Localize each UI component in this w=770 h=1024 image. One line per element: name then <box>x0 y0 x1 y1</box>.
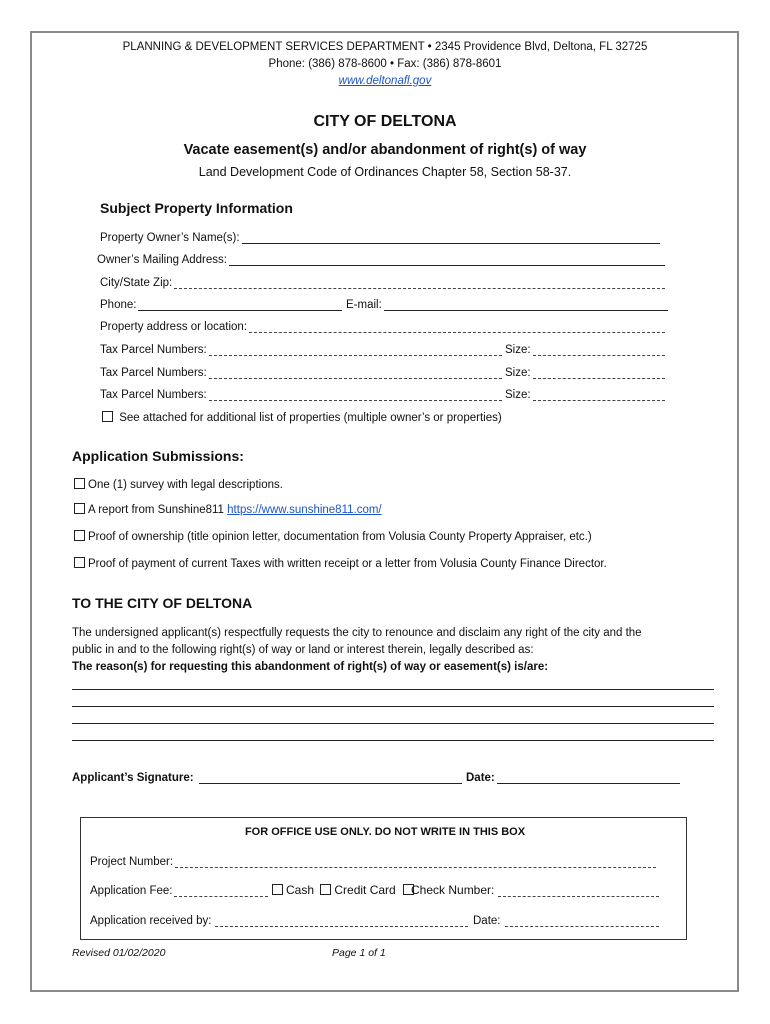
submission-item <box>74 530 592 544</box>
city-state-input[interactable] <box>174 277 665 289</box>
fee-field[interactable] <box>90 883 268 897</box>
mailing-address-input[interactable] <box>229 254 665 266</box>
parcel-field-1[interactable] <box>100 342 502 356</box>
received-by-input[interactable] <box>215 915 468 927</box>
sunshine-checkbox[interactable] <box>74 503 85 514</box>
reason-line-1[interactable] <box>72 689 714 690</box>
signature-label: Applicant’s Signature: <box>72 772 194 784</box>
reason-line-3[interactable] <box>72 723 714 724</box>
code-reference: Land Development Code of Ordinances Chapter 58, Section 58-37. <box>198 165 572 179</box>
attached-checkbox[interactable] <box>102 411 113 422</box>
to-city-heading: TO THE CITY OF DELTONA <box>72 595 253 611</box>
project-number-field[interactable] <box>90 854 656 868</box>
phone-fax: Phone: (386) 878-8600 • Fax: (386) 878-8601 <box>268 58 502 70</box>
payment-options <box>272 883 417 897</box>
reason-label: The reason(s) for requesting this abandonment of right(s) of way or easement(s) is/are: <box>72 661 549 673</box>
email-input[interactable] <box>384 299 668 311</box>
size-field-3[interactable] <box>505 387 665 401</box>
size-field-1[interactable] <box>505 342 665 356</box>
cash-label: Cash <box>286 883 315 897</box>
size-field-2[interactable] <box>505 365 665 379</box>
office-heading: FOR OFFICE USE ONLY. DO NOT WRITE IN THIS BOX <box>244 826 526 838</box>
parcel-field-3[interactable] <box>100 387 502 401</box>
website-container <box>0 74 770 88</box>
check-number-field[interactable] <box>411 883 659 897</box>
sunshine-label: A report from Sunshine811 <box>88 504 224 516</box>
submission-item <box>74 557 607 571</box>
parcel-input[interactable] <box>209 389 502 401</box>
phone-input[interactable] <box>138 299 342 311</box>
size-input[interactable] <box>533 367 665 379</box>
email-field[interactable] <box>346 297 668 311</box>
reason-line-4[interactable] <box>72 740 714 741</box>
subject-heading: Subject Property Information <box>100 200 293 216</box>
signature-input[interactable] <box>199 772 462 784</box>
parcel-label: Tax Parcel Numbers: <box>100 389 207 401</box>
attached-row <box>102 411 502 425</box>
property-address-field[interactable] <box>100 319 665 333</box>
submission-item <box>74 478 283 492</box>
signature-date-field[interactable] <box>466 770 680 784</box>
mailing-address-label: Owner’s Mailing Address: <box>97 254 227 266</box>
size-input[interactable] <box>533 344 665 356</box>
fee-label: Application Fee: <box>90 885 173 897</box>
city-title: CITY OF DELTONA <box>313 113 457 130</box>
size-label: Size: <box>505 367 531 379</box>
credit-card-checkbox[interactable] <box>320 884 331 895</box>
survey-label: One (1) survey with legal descriptions. <box>88 479 283 491</box>
parcel-field-2[interactable] <box>100 365 502 379</box>
ownership-label: Proof of ownership (title opinion letter, documentation from Volusia County Property Appraiser, etc.) <box>88 531 592 543</box>
owner-name-input[interactable] <box>242 232 660 244</box>
signature-date-label: Date: <box>466 772 495 784</box>
city-state-label: City/State Zip: <box>100 277 173 289</box>
page-number: Page 1 of 1 <box>332 947 386 959</box>
reason-line-2[interactable] <box>72 706 714 707</box>
fee-input[interactable] <box>174 885 268 897</box>
property-address-input[interactable] <box>249 321 665 333</box>
mailing-address-field[interactable] <box>97 252 665 266</box>
size-label: Size: <box>505 344 531 356</box>
attached-label: See attached for additional list of properties (multiple owner’s or properties) <box>119 412 502 424</box>
check-number-label: Check Number: <box>411 883 495 897</box>
parcel-label: Tax Parcel Numbers: <box>100 344 207 356</box>
ownership-checkbox[interactable] <box>74 530 85 541</box>
city-state-field[interactable] <box>100 275 665 289</box>
form-title: Vacate easement(s) and/or abandonment of right(s) of way <box>183 142 587 158</box>
department-address: PLANNING & DEVELOPMENT SERVICES DEPARTMENT • 2345 Providence Blvd, Deltona, FL 32725 <box>122 41 648 53</box>
signature-field[interactable] <box>72 770 462 784</box>
parcel-input[interactable] <box>209 367 502 379</box>
project-number-label: Project Number: <box>90 856 174 868</box>
project-number-input[interactable] <box>175 856 656 868</box>
request-paragraph-line-1: The undersigned applicant(s) respectfully requests the city to renounce and disclaim any right of the city and the <box>72 627 642 639</box>
received-date-field[interactable] <box>473 913 659 927</box>
taxes-checkbox[interactable] <box>74 557 85 568</box>
survey-checkbox[interactable] <box>74 478 85 489</box>
submission-item <box>74 503 382 517</box>
received-date-input[interactable] <box>505 915 660 927</box>
signature-date-input[interactable] <box>497 772 680 784</box>
cash-checkbox[interactable] <box>272 884 283 895</box>
revised-date: Revised 01/02/2020 <box>72 947 166 959</box>
size-input[interactable] <box>533 389 665 401</box>
size-label: Size: <box>505 389 531 401</box>
phone-label: Phone: <box>100 299 137 311</box>
received-by-field[interactable] <box>90 913 468 927</box>
credit-card-label: Credit Card <box>334 883 396 897</box>
received-by-label: Application received by: <box>90 915 212 927</box>
owner-name-label: Property Owner’s Name(s): <box>100 232 240 244</box>
check-number-input[interactable] <box>498 885 659 897</box>
request-paragraph-line-2: public in and to the following right(s) of way or land or interest therein, legally described as: <box>72 644 534 656</box>
email-label: E-mail: <box>346 299 382 311</box>
received-date-label: Date: <box>473 915 501 927</box>
taxes-label: Proof of payment of current Taxes with written receipt or a letter from Volusia County Finance Director. <box>88 558 607 570</box>
property-address-label: Property address or location: <box>100 321 248 333</box>
parcel-input[interactable] <box>209 344 502 356</box>
parcel-label: Tax Parcel Numbers: <box>100 367 207 379</box>
sunshine-link[interactable]: https://www.sunshine811.com/ <box>227 504 382 516</box>
submissions-heading: Application Submissions: <box>72 448 244 464</box>
website-link[interactable]: www.deltonafl.gov <box>338 75 432 87</box>
phone-field[interactable] <box>100 297 342 311</box>
owner-name-field[interactable] <box>100 230 660 244</box>
